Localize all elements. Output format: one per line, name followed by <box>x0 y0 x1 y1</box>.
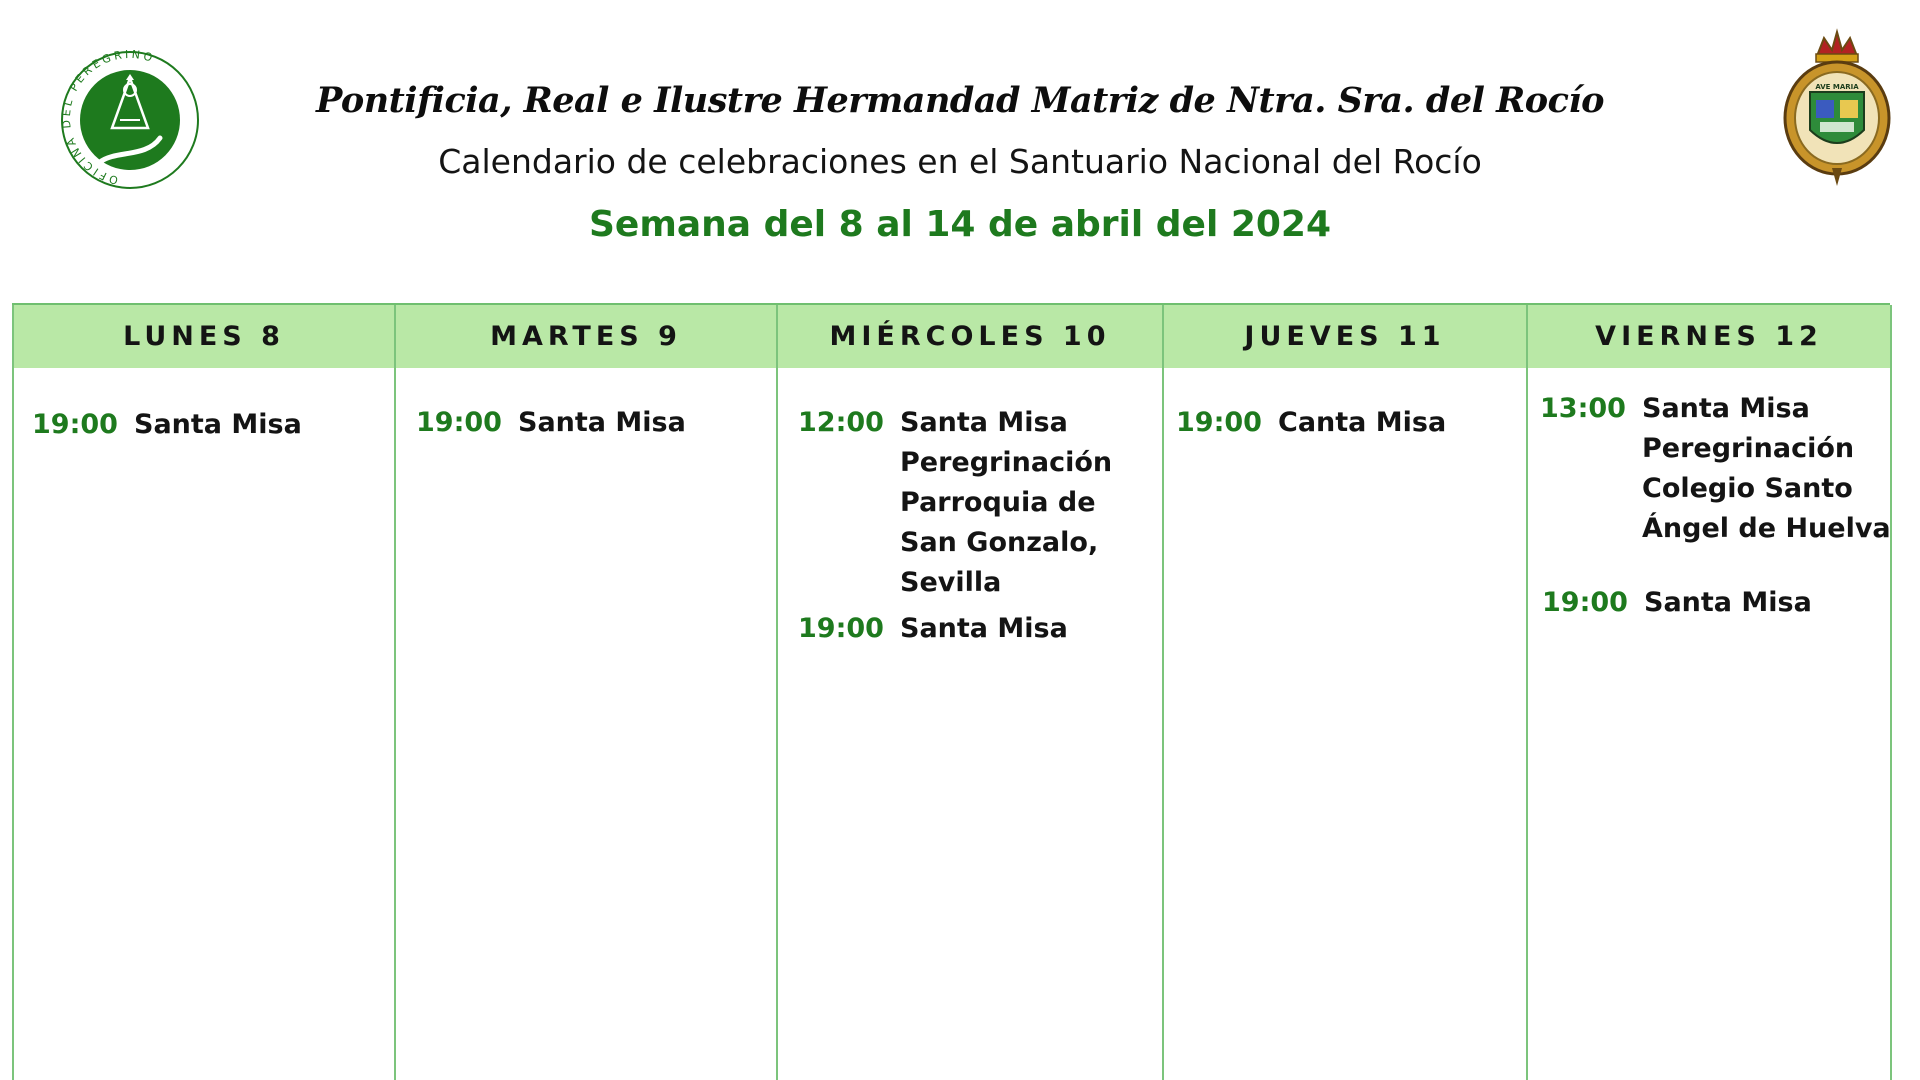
day-column-tuesday <box>394 305 776 1080</box>
event-item <box>416 403 773 443</box>
event-description: Santa Misa <box>1644 587 1812 618</box>
event-time: 19:00 <box>1176 407 1262 438</box>
event-item <box>1540 389 1897 549</box>
week-range: Semana del 8 al 14 de abril del 2024 <box>588 204 1332 245</box>
event-item <box>1542 583 1899 623</box>
day-header-thursday: JUEVES 11 <box>1164 305 1526 368</box>
event-item <box>798 403 1155 603</box>
event-description: Santa Misa Peregrinación Parroquia de San Gonzalo, Sevilla <box>900 407 1113 598</box>
event-item <box>798 609 1155 649</box>
day-header-tuesday: MARTES 9 <box>396 305 776 368</box>
event-time: 19:00 <box>1542 587 1628 618</box>
event-item <box>32 405 389 445</box>
event-description: Santa Misa Peregrinación Colegio Santo Ángel de Huelva <box>1642 393 1891 544</box>
event-description: Canta Misa <box>1278 407 1447 438</box>
event-description: Santa Misa <box>900 613 1068 644</box>
day-header-friday: VIERNES 12 <box>1528 305 1890 368</box>
event-time: 19:00 <box>32 409 118 440</box>
brotherhood-title: Pontificia, Real e Ilustre Hermandad Matriz de Ntra. Sra. del Rocío <box>315 80 1605 121</box>
day-column-friday <box>1526 305 1892 1080</box>
event-time: 12:00 <box>798 407 884 438</box>
day-column-thursday <box>1162 305 1526 1080</box>
event-item <box>1176 403 1533 443</box>
calendar-subtitle: Calendario de celebraciones en el Santuario Nacional del Rocío <box>438 142 1482 181</box>
event-time: 19:00 <box>416 407 502 438</box>
event-description: Santa Misa <box>518 407 686 438</box>
event-description: Santa Misa <box>134 409 302 440</box>
day-column-monday <box>12 305 394 1080</box>
event-time: 19:00 <box>798 613 884 644</box>
shield-motto: AVE MARIA <box>1815 83 1859 91</box>
day-header-wednesday: MIÉRCOLES 10 <box>778 305 1162 368</box>
weekly-calendar <box>12 303 1890 1080</box>
day-header-monday: LUNES 8 <box>14 305 394 368</box>
svg-text:OFICINA DEL PEREGRINO: OFICINA DEL PEREGRINO <box>59 50 157 187</box>
event-time: 13:00 <box>1540 393 1626 424</box>
day-column-wednesday <box>776 305 1162 1080</box>
